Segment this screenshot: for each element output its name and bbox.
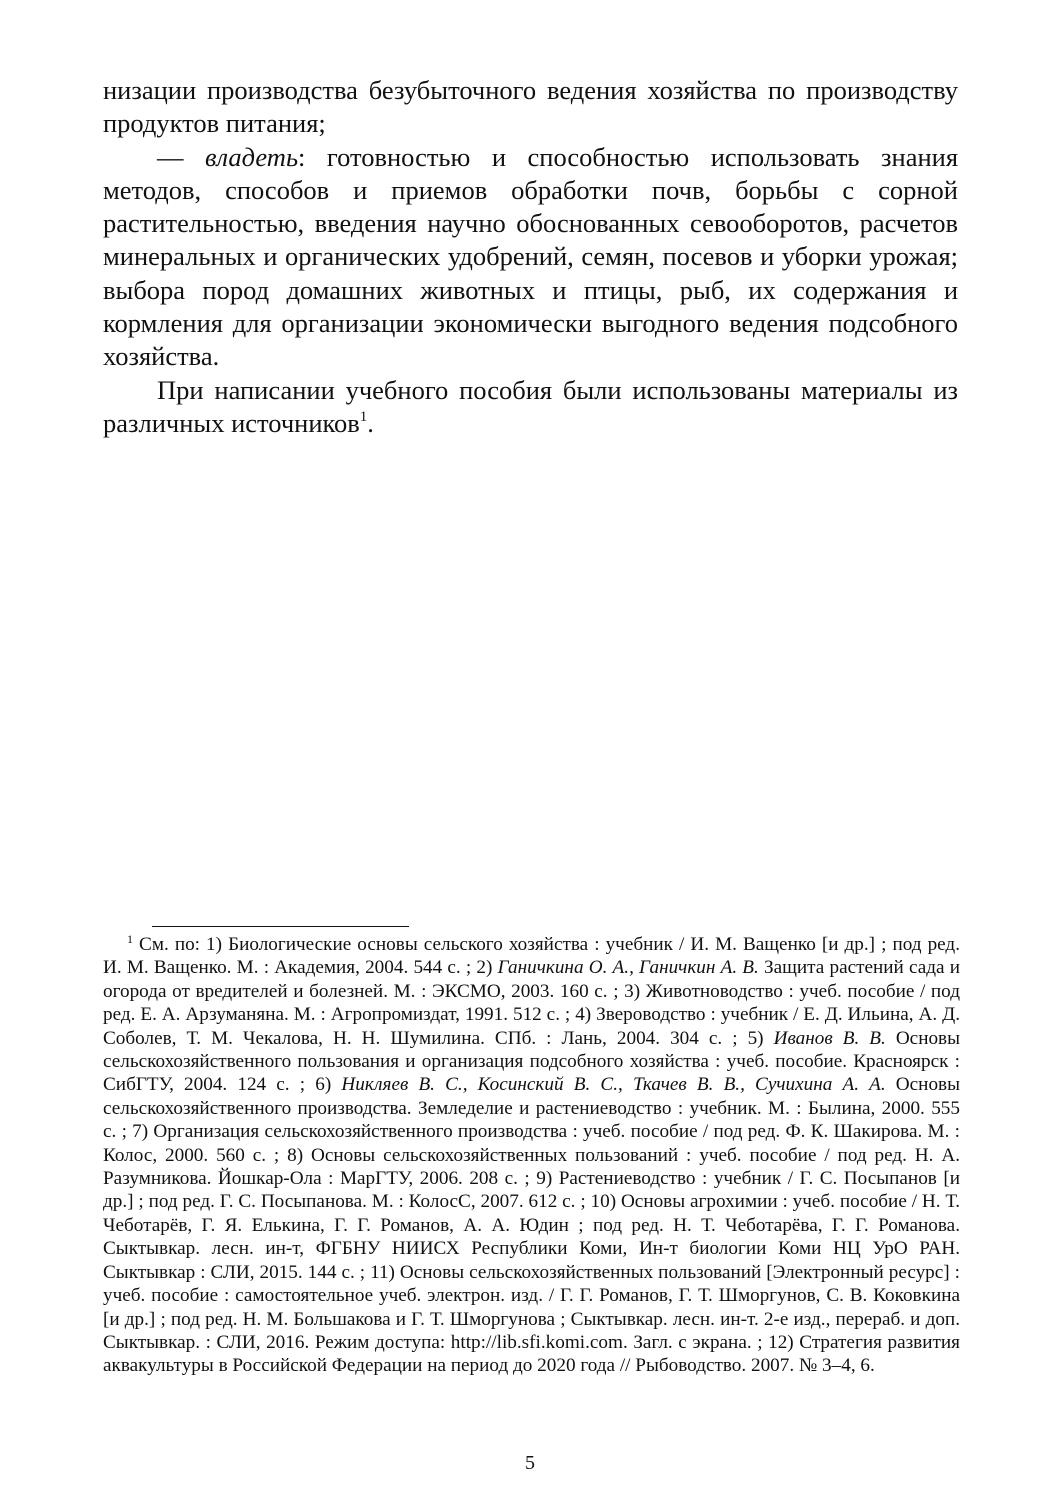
main-text bbox=[103, 74, 958, 440]
term-vladet: владеть bbox=[205, 141, 299, 172]
footnote-text: См. по: 1) Биологические основы сельского хозяйства : учебник / И. М. Ващенко [и др.] ; под ред. И. М. Ващенко. М. : Академия, 2004. 544 с. ; 2) bbox=[103, 934, 960, 979]
footnote-author: Никляев В. С., Косинский В. С., Ткачев В. В., Сучихина А. А. bbox=[341, 1074, 886, 1096]
em-dash: — bbox=[157, 141, 206, 172]
paragraph-sources bbox=[103, 374, 958, 441]
footnote-marker: 1 bbox=[127, 932, 133, 946]
sentence-end: . bbox=[367, 407, 374, 438]
footnote-separator bbox=[152, 926, 409, 927]
footnote-body bbox=[103, 934, 960, 1376]
footnote-author: Ганичкина О. А., Ганичкин А. В. bbox=[497, 957, 759, 979]
footnote-reference[interactable]: 1 bbox=[359, 408, 368, 425]
footnote-author: Иванов В. В. bbox=[773, 1027, 886, 1049]
page-number: 5 bbox=[525, 1452, 535, 1474]
footnote-text: Основы сельскохозяйственного производства. Земледелие и растениеводство : учебник. М. : Былина, 2000. 555 с. ; 7) Организация сельскохозяйственного производства : учеб. пособие / под ред. Ф. К. Шакирова. М. : Колос, 2000. 560 с. ; 8) Основы сельскохозяйственных пользований : учеб. пособие / под ред. Н. А. Разумникова. Йошкар-Ола : МарГТУ, 2006. 208 с. ; 9) Растениеводство : учебник / Г. С. Посыпанов [и др.] ; под ред. Г. С. Посыпанова. М. : КолосС, 2007. 612 с. ; 10) Основы агрохимии : учеб. пособие / Н. Т. Чеботарёв, Г. Я. Елькина, Г. Г. Романов, А. А. Юдин ; под ред. Н. Т. Чеботарёва, Г. Г. Романова. Сыктывкар. лесн. ин-т, ФГБНУ НИИСХ Республики Коми, Ин-т биологии Коми НЦ УрО РАН. Сыктывкар : СЛИ, 2015. 144 с. ; 11) Основы сельскохозяйственных пользований [Электронный ресурс] : учеб. пособие : самостоятельное учеб. электрон. изд. / Г. Г. Романов, Г. Т. Шморгунов, С. В. Коковкина [и др.] ; под ред. Н. М. Большакова и Г. Т. Шморгунова ; Сыктывкар. лесн. ин-т. 2-е изд., перераб. и доп. Сыктывкар. : СЛИ, 2016. Режим доступа: http://lib.sfi.komi.com. Загл. с экрана. ; 12) Стратегия развития аквакультуры в Российской Федерации на период до 2020 года // Рыбоводство. 2007. № 3–4, 6. bbox=[103, 1074, 960, 1377]
paragraph-vladet-text: : готовностью и способностью использовать знания методов, способов и приемов обработки почв, борьбы с сорной растительностью, введения научно обоснованных севооборотов, расчетов минеральных и органических удобрений, семян, посевов и уборки урожая; выбора пород домашних животных и птицы, рыб, их содержания и кормления для организации экономически выгодного ведения подсобного хозяйства. bbox=[103, 141, 959, 372]
footnote-text: Основы сельскохозяйственного пользования и организация подсобного хозяйства : учеб. пособие. Красноярск : СибГТУ, 2004. 124 с. ; 6) bbox=[103, 1027, 961, 1096]
footnote-text: Защита растений сада и огорода от вредителей и болезней. М. : ЭКСМО, 2003. 160 с. ; 3) Животноводство : учеб. пособие / под ред. Е. А. Арзуманяна. М. : Агропромиздат, 1991. 512 с. ; 4) Звероводство : учебник / Е. Д. Ильина, А. Д. Соболев, Т. М. Чекалова, Н. Н. Шумилина. СПб. : Лань, 2004. 304 с. ; 5) bbox=[103, 957, 960, 1049]
paragraph-continuation: низации производства безубыточного ведения хозяйства по производству продуктов питания; bbox=[103, 75, 958, 139]
paragraph-sources-text: При написании учебного пособия были использованы материалы из различных источников bbox=[103, 374, 958, 438]
footnote bbox=[103, 933, 960, 1378]
paragraph-vladet bbox=[103, 141, 958, 374]
